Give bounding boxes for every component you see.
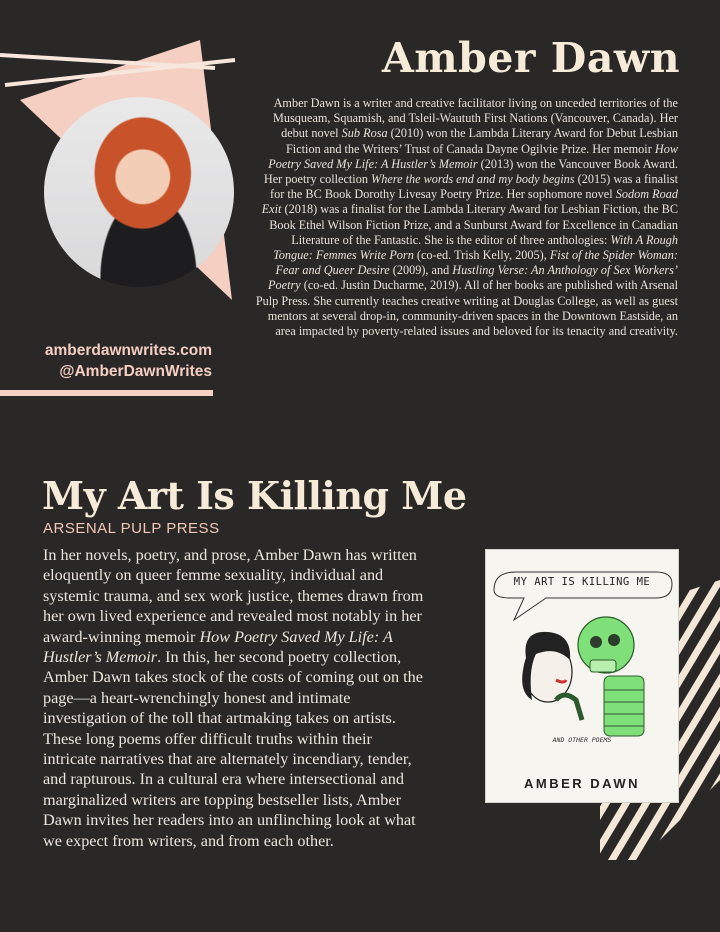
description-segment: . In this, her second poetry collection, Amber Dawn takes stock of the costs of coming out on the page—a heart-wrenchingly honest and intimate investigation of the toll that artmaking takes on artists. These long poems offer difficult truths within their intricate narratives that are alternately incendiary, tender, and rapturous. In a cultural era where intersectional and marginalized writers are topping bestseller lists, Amber Dawn invites her readers into an unflinching look at what we expect from writers, and from each other.: [43, 648, 423, 850]
bio-segment: (co-ed. Justin Ducharme, 2019). All of her books are published with Arsenal Pulp Press. She currently teaches creative writing at Douglas College, as well as guest mentors at several drop-in, community-driven spaces in the Downtown Eastside, an area impacted by poverty-related issues and beloved for its tenacity and creativity.: [255, 278, 678, 339]
author-portrait: [44, 97, 234, 287]
bio-segment: (co-ed. Trish Kelly, 2005),: [413, 248, 550, 263]
bio-segment: (2013) won the Vancouver Book Award. Her poetry collection: [263, 156, 678, 187]
bio-segment: (2015) was a finalist for the BC Book Dorothy Livesay Poetry Prize. Her sophomore novel: [270, 172, 678, 202]
description-segment: How Poetry Saved My Life: A Hustler’s Memoir: [43, 627, 393, 667]
bio-segment: Where the words end and my body begins: [371, 172, 575, 187]
bio-segment: Sodom Road Exit: [261, 187, 678, 217]
book-title: My Art Is Killing Me: [42, 473, 467, 518]
social-handle[interactable]: @AmberDawnWrites: [59, 363, 212, 380]
author-bio: [252, 96, 678, 339]
cover-title: MY ART IS KILLING ME: [513, 576, 651, 588]
publisher-name: ARSENAL PULP PRESS: [43, 520, 220, 537]
cover-subtitle: AND OTHER POEMS: [552, 736, 612, 744]
bio-segment: How Poetry Saved My Life: A Hustler’s Memoir: [268, 141, 678, 171]
bio-segment: (2018) was a finalist for the Lambda Literary Award for Lesbian Fiction, the BC Book Ethel Wilson Fiction Prize, and a Sunburst Award for Excellence in Canadian Literature of the Fantastic. She is the editor of three anthologies:: [269, 202, 678, 247]
bio-segment: With A Rough Tongue: Femmes Write Porn: [273, 232, 678, 263]
cover-author: AMBER DAWN: [524, 776, 640, 791]
bio-segment: Sub Rosa: [341, 126, 388, 141]
book-cover: [486, 550, 678, 802]
description-segment: In her novels, poetry, and prose, Amber Dawn has written eloquently on queer femme sexuality, individual and systemic trauma, and sex work justice, themes drawn from her own lived experience and revealed most notably in her award-winning memoir: [43, 546, 424, 646]
author-name: Amber Dawn: [381, 34, 680, 82]
bio-segment: Hustling Verse: An Anthology of Sex Workers’ Poetry: [268, 263, 678, 293]
divider: [0, 390, 213, 396]
bio-segment: Amber Dawn is a writer and creative facilitator living on unceded territories of the Musqueam, Squamish, and Tsleil-Waututh First Nations (Vancouver, Canada). Her debut novel: [272, 96, 678, 141]
bio-segment: (2009), and: [389, 263, 453, 278]
book-description: [43, 545, 428, 851]
bio-segment: (2010) won the Lambda Literary Award for Debut Lesbian Fiction and the Writers’ Trust of Canada Dayne Ogilvie Prize. Her memoir: [285, 126, 678, 156]
website-link[interactable]: amberdawnwrites.com: [44, 342, 212, 359]
bio-segment: Fist of the Spider Woman: Fear and Queer Desire: [275, 248, 678, 278]
author-links: [10, 340, 212, 382]
